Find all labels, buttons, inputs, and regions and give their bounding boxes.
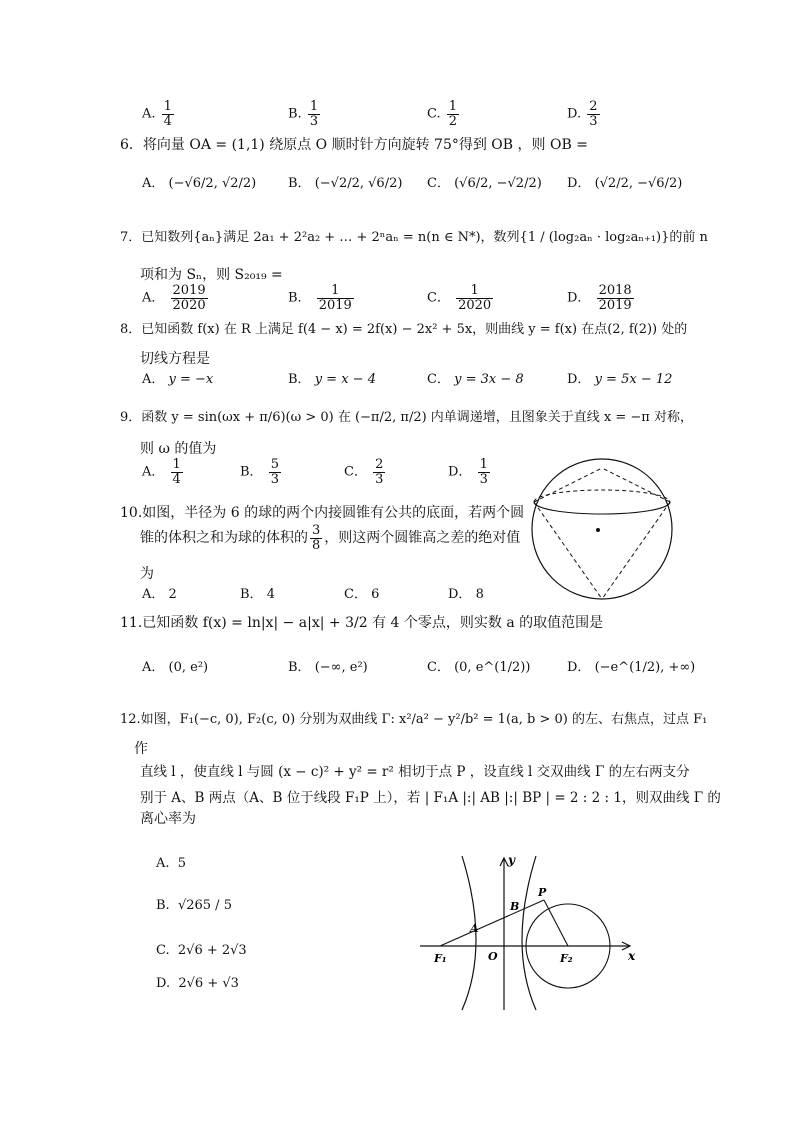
- q12-option-a: A. 5: [156, 856, 187, 871]
- tangent-line-l: [440, 900, 544, 946]
- q7-option-c: C． $\frac{1}{2020}$: [427, 283, 492, 313]
- q6-option-b: B． (−√2/2, √6/2): [288, 176, 403, 191]
- q6-stem: 6．将向量 OA = (1,1) 绕原点 O 顺时针方向旋转 75°得到 OB ，则 OB =: [120, 137, 588, 153]
- q7-option-b: B． $\frac{1}{2019}$: [288, 283, 352, 313]
- q10-stem-3: 为: [140, 566, 154, 582]
- q9-option-b: B． $\frac{5}{3}$: [240, 457, 279, 487]
- sphere-outline: [532, 459, 672, 599]
- hyperbola-right-branch: [522, 856, 536, 1010]
- label-f2: F₂: [560, 952, 573, 965]
- label-b: B: [510, 900, 520, 913]
- q12-option-b: B. √265 / 5: [156, 898, 232, 913]
- hyperbola-figure: [418, 852, 640, 1012]
- upper-cone-right: [602, 468, 670, 502]
- q7-option-d: D． $\frac{2018}{2019}$: [567, 283, 632, 313]
- q7-option-a: A． $\frac{2019}{2020}$: [142, 283, 206, 313]
- q9-option-d: D． $\frac{1}{3}$: [448, 457, 488, 487]
- q11-option-b: B． (−∞, e²): [288, 660, 368, 675]
- q7-stem: 7．已知数列{aₙ}满足 2a₁ + 2²a₂ + … + 2ⁿaₙ = n(n ∈ N*)，数列{1 / (log₂aₙ · log₂aₙ₊₁)}的前 n: [120, 230, 708, 245]
- q5-option-c: C. $\frac{1}{2}$: [427, 99, 458, 129]
- q12-line-3: 别于 A、B 两点（A、B 位于线段 F₁P 上），若 | F₁A |:| AB |:| BP | = 2 : 2 : 1，则双曲线 Γ 的: [140, 790, 721, 806]
- lower-cone-right: [602, 502, 670, 599]
- q11-option-c: C． (0, e^(1/2)): [427, 660, 531, 675]
- q11-option-d: D． (−e^(1/2), +∞): [567, 660, 696, 675]
- q10-option-b: B． 4: [240, 587, 275, 602]
- q10-stem: 10.如图，半径为 6 的球的两个内接圆锥有公共的底面，若两个圆: [120, 505, 525, 521]
- sphere-cones-figure: [528, 454, 676, 604]
- label-o: O: [488, 950, 498, 963]
- q5-option-a: A. $\frac{1}{4}$: [142, 99, 172, 129]
- q6-option-c: C． (√6/2, −√2/2): [427, 176, 542, 191]
- q12-line-2: 直线 l ，使直线 l 与圆 (x − c)² + y² = r² 相切于点 P ，设直线 l 交双曲线 Γ 的左右两支分: [140, 764, 690, 780]
- q9-stem-2: 则 ω 的值为: [140, 441, 217, 457]
- upper-cone-left: [534, 468, 602, 502]
- q8-stem-2: 切线方程是: [140, 351, 210, 367]
- base-ellipse-front: [534, 502, 670, 514]
- q12-option-d: D. 2√6 + √3: [156, 976, 239, 991]
- sphere-center-dot: [596, 528, 600, 532]
- label-x: x: [628, 949, 636, 963]
- q10-option-c: C． 6: [344, 587, 380, 602]
- q8-option-d: D． y = 5x − 12: [567, 372, 673, 387]
- q11-option-a: A． (0, e²): [142, 660, 209, 675]
- q11-stem: 11.已知函数 f(x) = ln|x| − a|x| + 3/2 有 4 个零点，则实数 a 的取值范围是: [120, 615, 604, 631]
- q7-stem-2: 项和为 Sₙ，则 S₂₀₁₉ =: [140, 267, 283, 283]
- q9-stem: 9．函数 y = sin(ωx + π/6)(ω > 0) 在 (−π/2, π/2) 内单调递增，且图象关于直线 x = −π 对称，: [120, 410, 693, 425]
- q8-option-b: B． y = x − 4: [288, 372, 376, 387]
- q12-line-4: 离心率为: [140, 811, 196, 827]
- q5-option-b: B. $\frac{1}{3}$: [288, 99, 319, 129]
- q6-option-d: D． (√2/2, −√6/2): [567, 176, 683, 191]
- q12-stem: 12.如图，F₁(−c, 0), F₂(c, 0) 分别为双曲线 Γ: x²/a² − y²/b² = 1(a, b > 0) 的左、右焦点，过点 F₁: [120, 712, 708, 727]
- q12-stem-cont: 作: [134, 741, 148, 757]
- lower-cone-left: [534, 502, 602, 599]
- label-y: y: [508, 853, 515, 867]
- q10-stem-2: 锥的体积之和为球的体积的 $\frac{3}{8}$ ，则这两个圆锥高之差的绝对值: [140, 523, 521, 553]
- q10-option-d: D． 8: [448, 587, 484, 602]
- label-p: P: [538, 886, 547, 899]
- q8-stem: 8．已知函数 f(x) 在 R 上满足 f(4 − x) = 2f(x) − 2x² + 5x，则曲线 y = f(x) 在点(2, f(2)) 处的: [120, 322, 688, 337]
- q8-option-a: A． y = −x: [142, 372, 214, 387]
- q10-option-a: A． 2: [142, 587, 177, 602]
- q5-option-d: D. $\frac{2}{3}$: [567, 99, 598, 129]
- q6-option-a: A． (−√6/2, √2/2): [142, 176, 257, 191]
- q9-option-a: A． $\frac{1}{4}$: [142, 457, 181, 487]
- q9-option-c: C． $\frac{2}{3}$: [344, 457, 384, 487]
- label-f1: F₁: [434, 952, 447, 965]
- q12-option-c: C. 2√6 + 2√3: [156, 943, 247, 958]
- label-a: A: [470, 922, 479, 935]
- q8-option-c: C． y = 3x − 8: [427, 372, 524, 387]
- radius-pf2: [544, 900, 568, 946]
